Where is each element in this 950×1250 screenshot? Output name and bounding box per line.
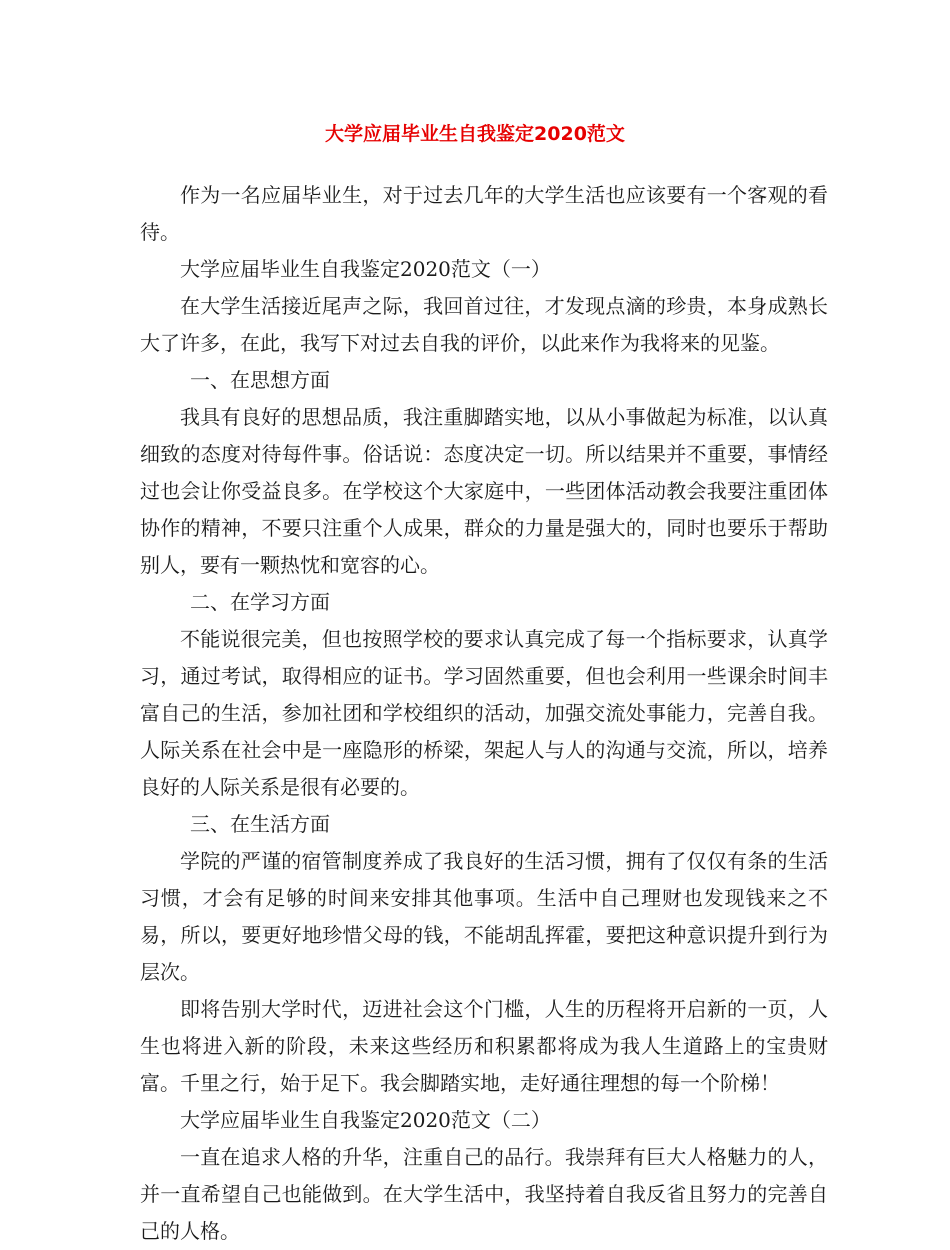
thought-paragraph: 我具有良好的思想品质，我注重脚踏实地，以从小事做起为标准，以认真细致的态度对待每件事。俗话说：态度决定一切。所以结果并不重要，事情经过也会让你受益良多。在学校这个大家庭中，一些团体活动教会我要注重团体协作的精神，不要只注重个人成果，群众的力量是强大的，同时也要乐于帮助别人，要有一颗热忱和宽容的心。 xyxy=(140,405,828,577)
section-heading-essay-one: 大学应届毕业生自我鉴定2020范文（一） xyxy=(180,257,551,281)
subheading-study: 二、在学习方面 xyxy=(190,590,330,614)
essay-one-opening-paragraph: 在大学生活接近尾声之际，我回首过往，才发现点滴的珍贵，本身成熟长大了许多，在此，我写下对过去自我的评价，以此来作为我将来的见鉴。 xyxy=(140,294,828,355)
life-paragraph: 学院的严谨的宿管制度养成了我良好的生活习惯，拥有了仅仅有条的生活习惯，才会有足够的时间来安排其他事项。生活中自己理财也发现钱来之不易，所以，要更好地珍惜父母的钱，不能胡乱挥霍，要把这种意识提升到行为层次。 xyxy=(140,849,828,984)
essay-two-paragraph: 一直在追求人格的升华，注重自己的品行。我崇拜有巨大人格魅力的人，并一直希望自己也能做到。在大学生活中，我坚持着自我反省且努力的完善自己的人格。 xyxy=(140,1145,828,1243)
intro-paragraph: 作为一名应届毕业生，对于过去几年的大学生活也应该要有一个客观的看待。 xyxy=(140,183,828,244)
subheading-thought: 一、在思想方面 xyxy=(190,368,330,392)
document-body xyxy=(140,177,828,1250)
study-paragraph: 不能说很完美，但也按照学校的要求认真完成了每一个指标要求，认真学习，通过考试，取得相应的证书。学习固然重要，但也会利用一些课余时间丰富自己的生活，参加社团和学校组织的活动，加强交流处事能力，完善自我。人际关系在社会中是一座隐形的桥梁，架起人与人的沟通与交流，所以，培养良好的人际关系是很有必要的。 xyxy=(140,627,828,799)
document-title: 大学应届毕业生自我鉴定2020范文 xyxy=(325,123,625,145)
conclusion-paragraph: 即将告别大学时代，迈进社会这个门槛，人生的历程将开启新的一页，人生也将进入新的阶段，未来这些经历和积累都将成为我人生道路上的宝贵财富。千里之行，始于足下。我会脚踏实地，走好通往理想的每一个阶梯！ xyxy=(140,997,828,1095)
section-heading-essay-two: 大学应届毕业生自我鉴定2020范文（二） xyxy=(180,1108,551,1132)
subheading-life: 三、在生活方面 xyxy=(190,812,330,836)
